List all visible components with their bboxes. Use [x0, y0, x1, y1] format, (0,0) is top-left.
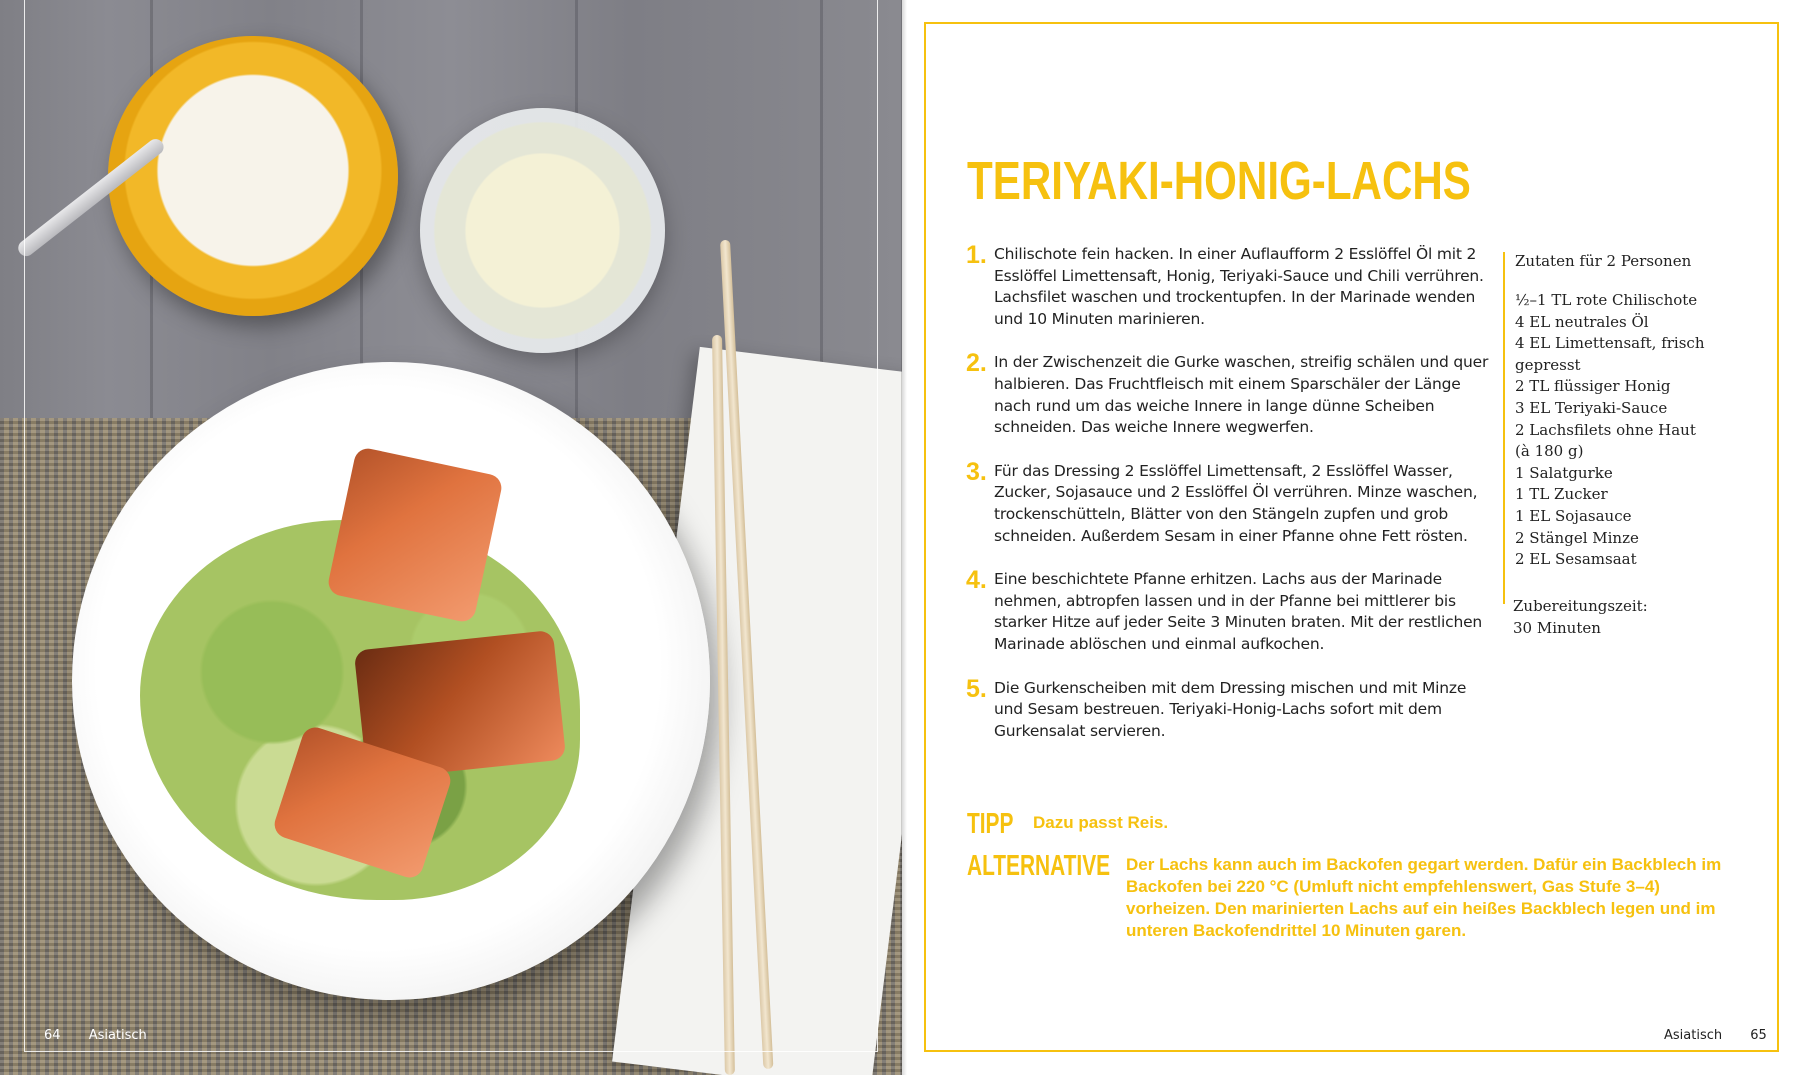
- tip-text: Dazu passt Reis.: [1033, 813, 1169, 832]
- step-item: [966, 674, 1496, 743]
- step-text: In der Zwischenzeit die Gurke waschen, streifig schälen und quer halbieren. Das Fruchtfleisch mit einem Sparschäler der Länge nach rund um das weiche Innere in lange dünne Scheiben schneiden. Das weiche Innere wegwerfen.: [994, 353, 1489, 437]
- step-item: [966, 566, 1496, 655]
- step-text: Chilischote fein hacken. In einer Auflaufform 2 Esslöffel Öl mit 2 Esslöffel Limettensaft, Honig, Teriyaki-Sauce und Chili verrühren. Lachsfilet waschen und trockentupfen. In der Marinade wenden und 10 Minuten marinieren.: [994, 245, 1484, 328]
- step-number: 3.: [966, 457, 987, 486]
- step-text: Die Gurkenscheiben mit dem Dressing mischen und mit Minze und Sesam bestreuen. Teriyaki-Honig-Lachs sofort mit dem Gurkensalat servieren.: [994, 678, 1467, 740]
- ingredient-item: ½–1 TL rote Chilischote: [1515, 291, 1698, 309]
- prep-time-label: Zubereitungszeit:: [1513, 597, 1648, 615]
- tip-label: TIPP: [967, 808, 1014, 840]
- prep-time: [1513, 596, 1713, 639]
- step-number: 5.: [966, 674, 987, 703]
- ingredient-item: 2 TL flüssiger Honig: [1515, 377, 1671, 396]
- ingredient-item: 1 TL Zucker: [1515, 485, 1608, 504]
- prep-time-value: 30 Minuten: [1513, 618, 1601, 637]
- ingredient-item: 1 EL Sojasauce: [1515, 506, 1632, 525]
- instruction-steps: [966, 241, 1496, 764]
- alternative-label: ALTERNATIVE: [967, 850, 1111, 882]
- step-number: 4.: [966, 566, 987, 595]
- ingredient-item: 2 Lachsfilets ohne Haut (à 180 g): [1515, 420, 1696, 461]
- right-page-folio: [1664, 1028, 1767, 1043]
- step-item: [966, 457, 1496, 547]
- ingredients-heading: Zutaten für 2 Personen: [1515, 252, 1692, 270]
- step-text: Eine beschichtete Pfanne erhitzen. Lachs aus der Marinade nehmen, abtropfen lassen und in der Pfanne bei mittlerer bis starker Hitze auf jeder Seite 3 Minuten braten. Mit der restlichen Marinade ablöschen und einmal aufkochen.: [994, 570, 1483, 653]
- alternative-text: Der Lachs kann auch im Backofen gegart werden. Dafür ein Backblech im Backofen bei 220 °C (Umluft nicht empfehlenswert, Gas Stufe 3–4) vorheizen. Den marinierten Lachs auf ein heißes Backblech legen und im unteren Backofendrittel 10 Minuten garen.: [1126, 855, 1722, 940]
- step-item: [966, 349, 1496, 438]
- right-page-section: Asiatisch: [1664, 1028, 1723, 1043]
- ingredient-item: 1 Salatgurke: [1515, 463, 1613, 482]
- left-page-number: 64: [44, 1028, 61, 1043]
- ingredients-box: [1503, 252, 1715, 604]
- right-page-number: 65: [1750, 1028, 1767, 1043]
- photo-frame-line: [24, 0, 878, 1052]
- ingredient-item: 2 Stängel Minze: [1515, 528, 1639, 547]
- left-page-folio: [44, 1028, 147, 1043]
- step-text: Für das Dressing 2 Esslöffel Limettensaft, 2 Esslöffel Wasser, Zucker, Sojasauce und 2 Esslöffel Öl verrühren. Minze waschen, trockenschütteln, Blätter von den Stängeln zupfen und grob schneiden. Außerdem Sesam in einer Pfanne ohne Fett rösten.: [994, 461, 1478, 545]
- step-number: 2.: [966, 349, 987, 378]
- left-page-section: Asiatisch: [88, 1028, 147, 1043]
- ingredients-list: [1515, 290, 1715, 571]
- ingredient-item: 4 EL Limettensaft, frisch gepresst: [1515, 334, 1705, 374]
- ingredient-item: 3 EL Teriyaki-Sauce: [1515, 398, 1668, 417]
- book-spine-shadow: [901, 0, 907, 1075]
- recipe-title: TERIYAKI-HONIG-LACHS: [967, 151, 1471, 211]
- step-item: [966, 241, 1496, 330]
- ingredient-item: 4 EL neutrales Öl: [1515, 312, 1649, 331]
- step-number: 1.: [966, 241, 987, 269]
- ingredient-item: 2 EL Sesamsaat: [1515, 550, 1637, 569]
